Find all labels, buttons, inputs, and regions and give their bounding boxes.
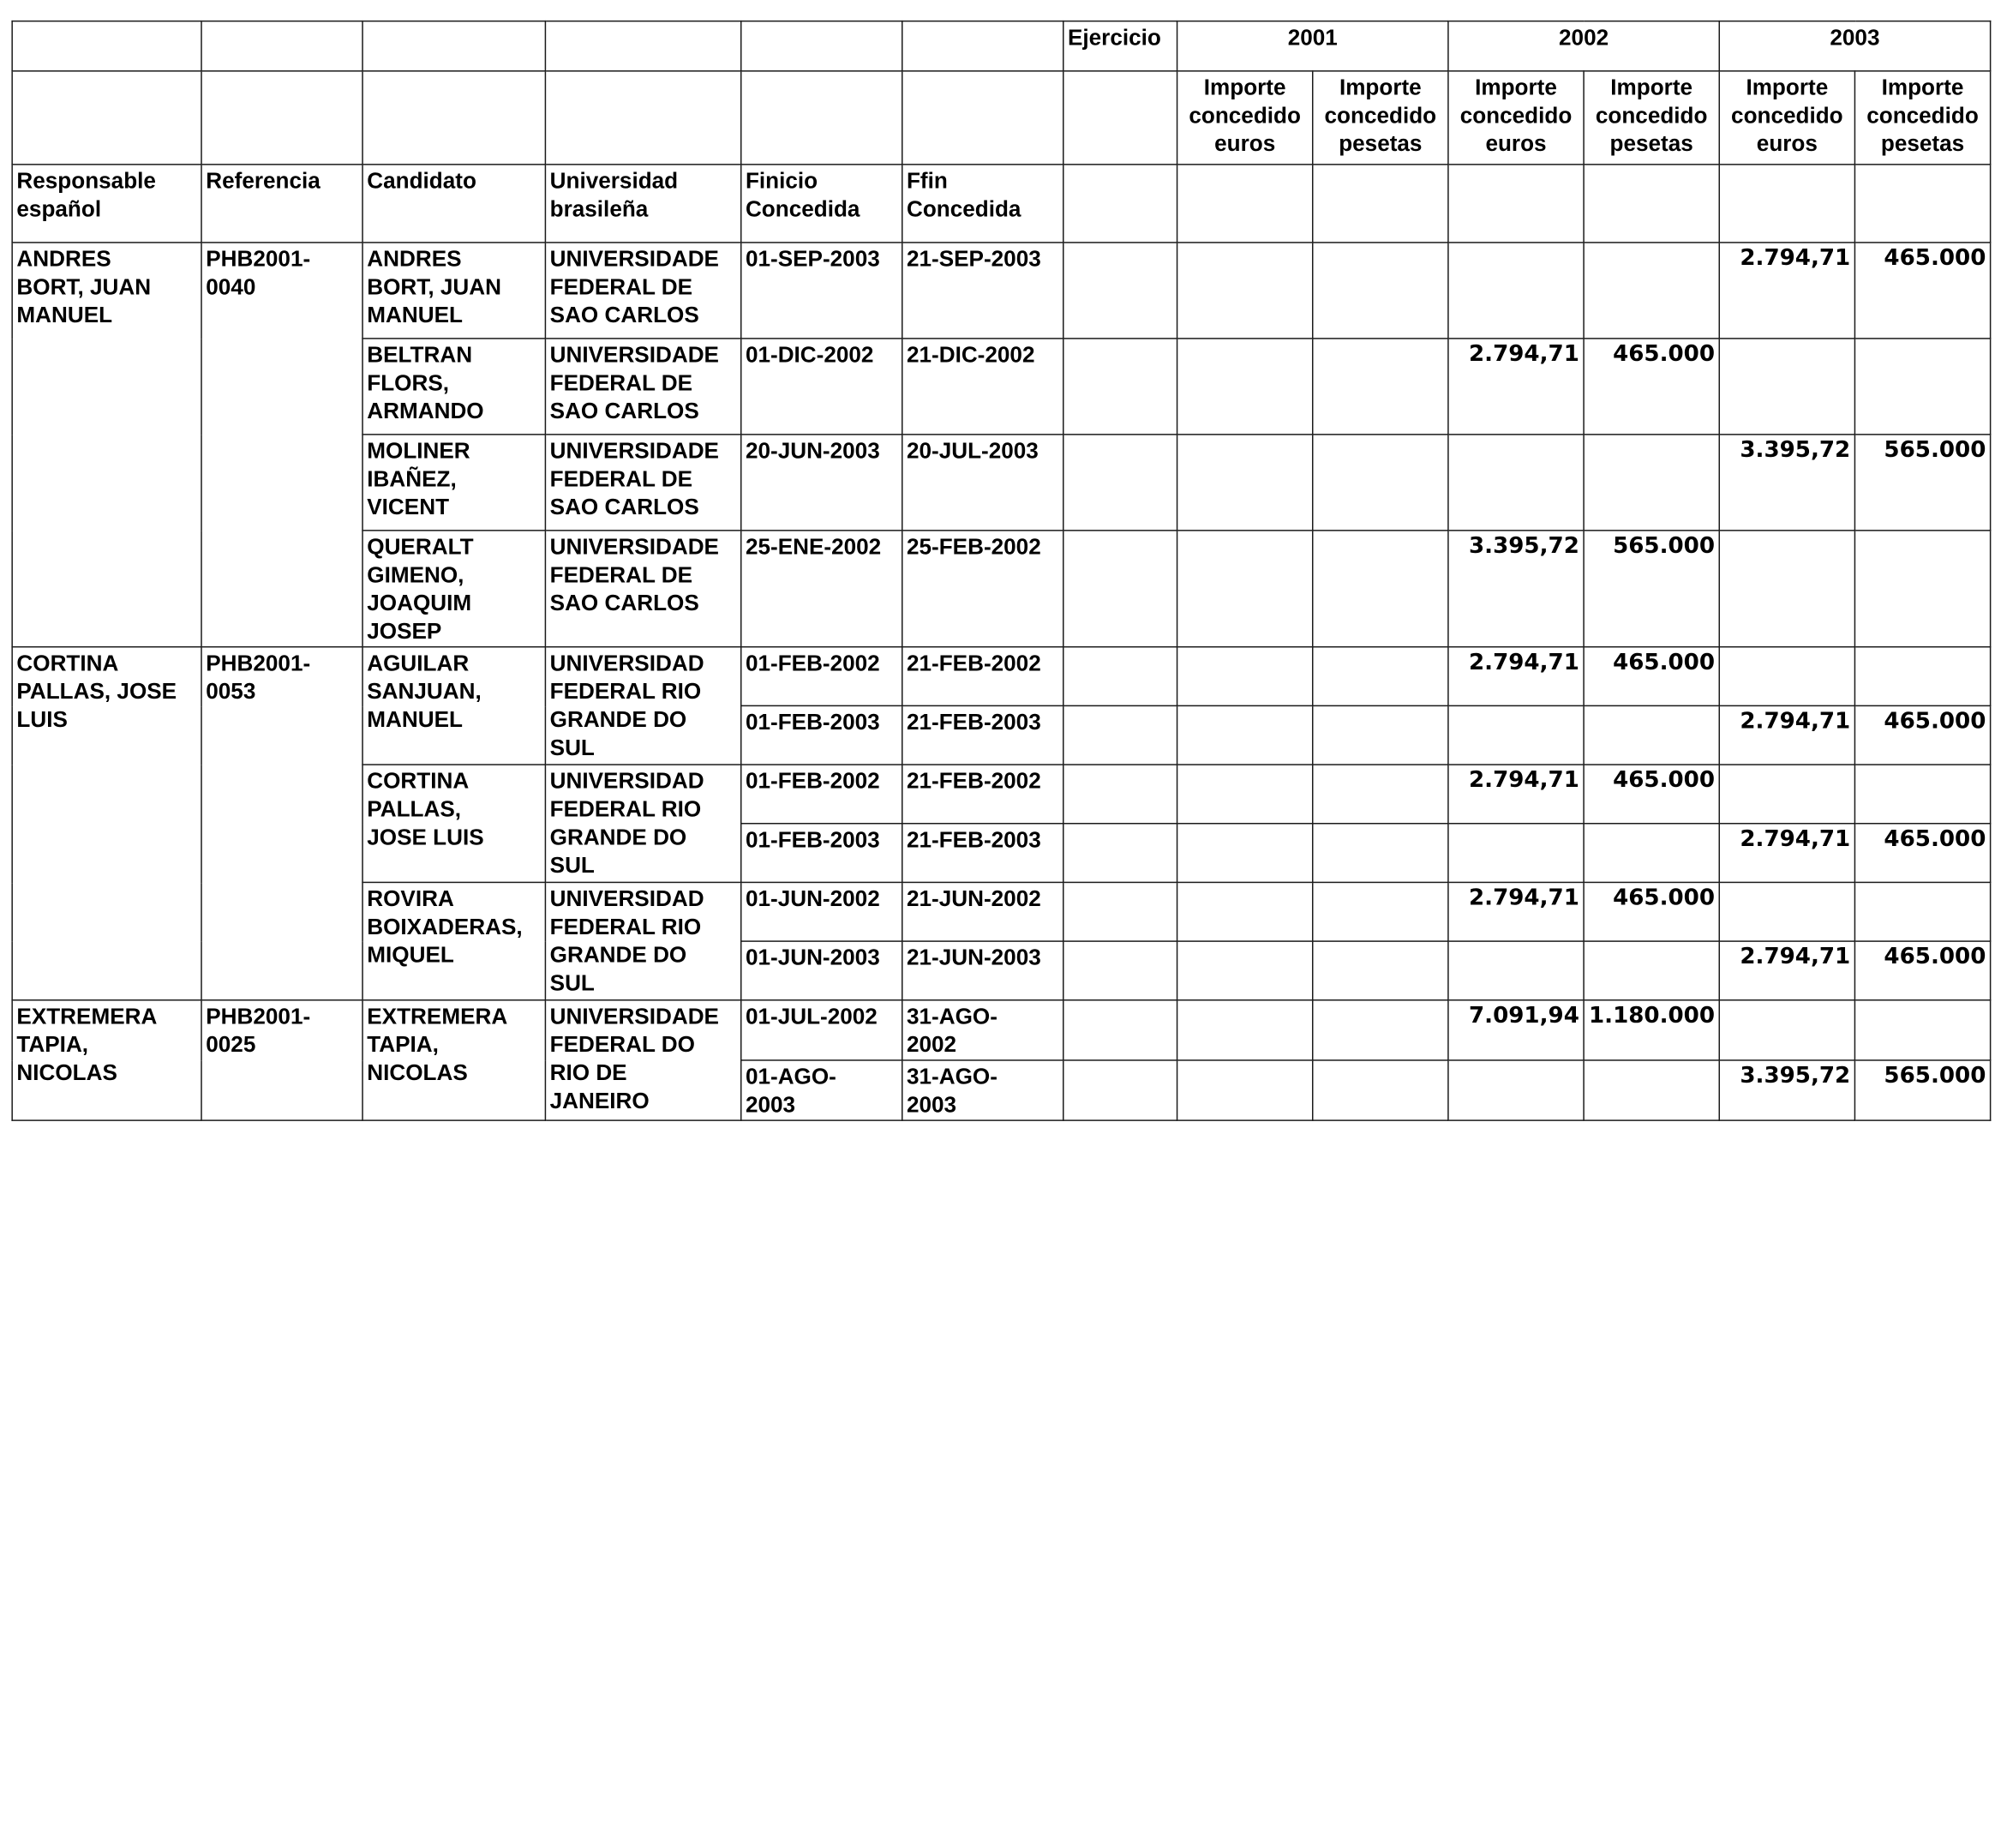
ejercicio-cell	[1063, 882, 1177, 941]
ffin-cell: 25-FEB-2002	[902, 531, 1063, 647]
p2003-cell: 465.000	[1854, 941, 1990, 1000]
ejercicio-cell	[1063, 1000, 1177, 1060]
e2001-cell	[1177, 765, 1313, 824]
ffin-cell: 21-FEB-2002	[902, 647, 1063, 706]
responsable-cell: EXTREMERA TAPIA, NICOLAS	[12, 1000, 201, 1120]
p2001-cell	[1313, 243, 1448, 339]
subheader-2002-pesetas: Importe concedido pesetas	[1584, 71, 1719, 165]
p2002-cell: 465.000	[1584, 339, 1719, 435]
ffin-cell: 21-JUN-2002	[902, 882, 1063, 941]
empty-cell	[12, 71, 201, 165]
empty-cell	[1313, 165, 1448, 243]
e2001-cell	[1177, 243, 1313, 339]
e2002-cell: 2.794,71	[1448, 647, 1584, 706]
year-2002: 2002	[1448, 21, 1719, 71]
ffin-cell: 31-AGO- 2002	[902, 1000, 1063, 1060]
col-candidato: Candidato	[362, 165, 545, 243]
year-2003: 2003	[1719, 21, 1990, 71]
finicio-cell: 25-ENE-2002	[741, 531, 902, 647]
p2002-cell: 465.000	[1584, 882, 1719, 941]
subheader-2003-pesetas: Importe concedido pesetas	[1854, 71, 1990, 165]
finicio-cell: 01-FEB-2002	[741, 647, 902, 706]
header-row-years	[12, 21, 1990, 71]
empty-cell	[902, 21, 1063, 71]
e2003-cell	[1719, 765, 1854, 824]
p2001-cell	[1313, 765, 1448, 824]
p2001-cell	[1313, 531, 1448, 647]
empty-cell	[1177, 165, 1313, 243]
candidato-cell: ANDRES BORT, JUAN MANUEL	[362, 243, 545, 339]
finicio-cell: 01-FEB-2003	[741, 705, 902, 765]
p2003-cell: 465.000	[1854, 705, 1990, 765]
p2002-cell	[1584, 941, 1719, 1000]
p2002-cell	[1584, 435, 1719, 531]
ffin-cell: 21-JUN-2003	[902, 941, 1063, 1000]
p2003-cell	[1854, 531, 1990, 647]
p2003-cell: 565.000	[1854, 1060, 1990, 1120]
ffin-cell: 21-SEP-2003	[902, 243, 1063, 339]
e2002-cell: 2.794,71	[1448, 339, 1584, 435]
p2003-cell	[1854, 1000, 1990, 1060]
universidad-cell: UNIVERSIDADE FEDERAL DO RIO DE JANEIRO	[545, 1000, 740, 1120]
p2001-cell	[1313, 1000, 1448, 1060]
p2003-cell: 465.000	[1854, 824, 1990, 883]
empty-cell	[902, 71, 1063, 165]
e2002-cell	[1448, 243, 1584, 339]
finicio-cell: 01-SEP-2003	[741, 243, 902, 339]
header-row-columns	[12, 165, 1990, 243]
ejercicio-cell	[1063, 647, 1177, 706]
p2001-cell	[1313, 435, 1448, 531]
table-row	[12, 647, 1990, 706]
finicio-cell: 01-FEB-2002	[741, 765, 902, 824]
e2002-cell	[1448, 435, 1584, 531]
finicio-cell: 20-JUN-2003	[741, 435, 902, 531]
p2003-cell	[1854, 339, 1990, 435]
p2001-cell	[1313, 705, 1448, 765]
col-finicio: Finicio Concedida	[741, 165, 902, 243]
empty-cell	[545, 71, 740, 165]
referencia-cell: PHB2001- 0025	[201, 1000, 362, 1120]
e2001-cell	[1177, 1000, 1313, 1060]
e2003-cell: 2.794,71	[1719, 705, 1854, 765]
e2002-cell: 3.395,72	[1448, 531, 1584, 647]
p2002-cell	[1584, 243, 1719, 339]
empty-cell	[12, 21, 201, 71]
e2001-cell	[1177, 705, 1313, 765]
p2003-cell: 465.000	[1854, 243, 1990, 339]
p2002-cell	[1584, 705, 1719, 765]
p2002-cell: 1.180.000	[1584, 1000, 1719, 1060]
table-row	[12, 243, 1990, 339]
empty-cell	[1719, 165, 1854, 243]
col-responsable: Responsable español	[12, 165, 201, 243]
empty-cell	[362, 71, 545, 165]
responsable-cell: ANDRES BORT, JUAN MANUEL	[12, 243, 201, 647]
col-ffin: Ffin Concedida	[902, 165, 1063, 243]
p2001-cell	[1313, 647, 1448, 706]
candidato-cell: MOLINER IBAÑEZ, VICENT	[362, 435, 545, 531]
e2003-cell	[1719, 1000, 1854, 1060]
responsable-cell: CORTINA PALLAS, JOSE LUIS	[12, 647, 201, 1000]
e2001-cell	[1177, 1060, 1313, 1120]
grants-table	[11, 21, 1991, 1121]
p2001-cell	[1313, 941, 1448, 1000]
candidato-cell: BELTRAN FLORS, ARMANDO	[362, 339, 545, 435]
e2002-cell: 2.794,71	[1448, 765, 1584, 824]
p2002-cell: 465.000	[1584, 647, 1719, 706]
e2002-cell	[1448, 705, 1584, 765]
referencia-cell: PHB2001- 0040	[201, 243, 362, 647]
e2001-cell	[1177, 531, 1313, 647]
subheader-2001-euros: Importe concedido euros	[1177, 71, 1313, 165]
p2002-cell: 465.000	[1584, 765, 1719, 824]
finicio-cell: 01-FEB-2003	[741, 824, 902, 883]
header-row-amounts	[12, 71, 1990, 165]
p2001-cell	[1313, 339, 1448, 435]
p2002-cell	[1584, 1060, 1719, 1120]
e2003-cell	[1719, 882, 1854, 941]
col-referencia: Referencia	[201, 165, 362, 243]
e2003-cell: 3.395,72	[1719, 435, 1854, 531]
p2003-cell	[1854, 765, 1990, 824]
p2001-cell	[1313, 882, 1448, 941]
e2002-cell: 7.091,94	[1448, 1000, 1584, 1060]
e2003-cell: 2.794,71	[1719, 941, 1854, 1000]
candidato-cell: QUERALT GIMENO, JOAQUIM JOSEP	[362, 531, 545, 647]
p2003-cell: 565.000	[1854, 435, 1990, 531]
finicio-cell: 01-JUN-2002	[741, 882, 902, 941]
empty-cell	[201, 21, 362, 71]
e2001-cell	[1177, 339, 1313, 435]
candidato-cell: EXTREMERA TAPIA, NICOLAS	[362, 1000, 545, 1120]
empty-cell	[1584, 165, 1719, 243]
e2002-cell	[1448, 1060, 1584, 1120]
p2001-cell	[1313, 824, 1448, 883]
finicio-cell: 01-JUL-2002	[741, 1000, 902, 1060]
subheader-2002-euros: Importe concedido euros	[1448, 71, 1584, 165]
col-universidad: Universidad brasileña	[545, 165, 740, 243]
subheader-2001-pesetas: Importe concedido pesetas	[1313, 71, 1448, 165]
universidad-cell: UNIVERSIDAD FEDERAL RIO GRANDE DO SUL	[545, 765, 740, 882]
p2001-cell	[1313, 1060, 1448, 1120]
candidato-cell: ROVIRA BOIXADERAS, MIQUEL	[362, 882, 545, 999]
ejercicio-cell	[1063, 824, 1177, 883]
referencia-cell: PHB2001- 0053	[201, 647, 362, 1000]
ejercicio-cell	[1063, 705, 1177, 765]
ffin-cell: 21-DIC-2002	[902, 339, 1063, 435]
e2003-cell: 2.794,71	[1719, 824, 1854, 883]
candidato-cell: CORTINA PALLAS, JOSE LUIS	[362, 765, 545, 882]
ffin-cell: 31-AGO- 2003	[902, 1060, 1063, 1120]
p2003-cell	[1854, 647, 1990, 706]
e2002-cell: 2.794,71	[1448, 882, 1584, 941]
universidad-cell: UNIVERSIDADE FEDERAL DE SAO CARLOS	[545, 339, 740, 435]
ffin-cell: 21-FEB-2003	[902, 705, 1063, 765]
ffin-cell: 21-FEB-2002	[902, 765, 1063, 824]
empty-cell	[1063, 165, 1177, 243]
e2002-cell	[1448, 941, 1584, 1000]
e2001-cell	[1177, 824, 1313, 883]
ejercicio-cell	[1063, 435, 1177, 531]
e2003-cell	[1719, 531, 1854, 647]
e2003-cell	[1719, 339, 1854, 435]
finicio-cell: 01-AGO- 2003	[741, 1060, 902, 1120]
ffin-cell: 20-JUL-2003	[902, 435, 1063, 531]
p2003-cell	[1854, 882, 1990, 941]
empty-cell	[1448, 165, 1584, 243]
e2003-cell	[1719, 647, 1854, 706]
e2003-cell: 3.395,72	[1719, 1060, 1854, 1120]
ejercicio-cell	[1063, 765, 1177, 824]
e2002-cell	[1448, 824, 1584, 883]
year-2001: 2001	[1177, 21, 1448, 71]
universidad-cell: UNIVERSIDAD FEDERAL RIO GRANDE DO SUL	[545, 882, 740, 999]
universidad-cell: UNIVERSIDAD FEDERAL RIO GRANDE DO SUL	[545, 647, 740, 765]
e2001-cell	[1177, 647, 1313, 706]
ejercicio-cell	[1063, 339, 1177, 435]
empty-cell	[1854, 165, 1990, 243]
universidad-cell: UNIVERSIDADE FEDERAL DE SAO CARLOS	[545, 435, 740, 531]
ejercicio-cell	[1063, 243, 1177, 339]
ffin-cell: 21-FEB-2003	[902, 824, 1063, 883]
empty-cell	[362, 21, 545, 71]
candidato-cell: AGUILAR SANJUAN, MANUEL	[362, 647, 545, 765]
ejercicio-label: Ejercicio	[1063, 21, 1177, 71]
finicio-cell: 01-DIC-2002	[741, 339, 902, 435]
ejercicio-cell	[1063, 531, 1177, 647]
empty-cell	[741, 71, 902, 165]
ejercicio-cell	[1063, 941, 1177, 1000]
p2002-cell	[1584, 824, 1719, 883]
e2001-cell	[1177, 882, 1313, 941]
e2001-cell	[1177, 941, 1313, 1000]
table-row	[12, 1000, 1990, 1060]
empty-cell	[545, 21, 740, 71]
finicio-cell: 01-JUN-2003	[741, 941, 902, 1000]
universidad-cell: UNIVERSIDADE FEDERAL DE SAO CARLOS	[545, 243, 740, 339]
universidad-cell: UNIVERSIDADE FEDERAL DE SAO CARLOS	[545, 531, 740, 647]
empty-cell	[201, 71, 362, 165]
e2001-cell	[1177, 435, 1313, 531]
empty-cell	[1063, 71, 1177, 165]
subheader-2003-euros: Importe concedido euros	[1719, 71, 1854, 165]
empty-cell	[741, 21, 902, 71]
e2003-cell: 2.794,71	[1719, 243, 1854, 339]
p2002-cell: 565.000	[1584, 531, 1719, 647]
ejercicio-cell	[1063, 1060, 1177, 1120]
